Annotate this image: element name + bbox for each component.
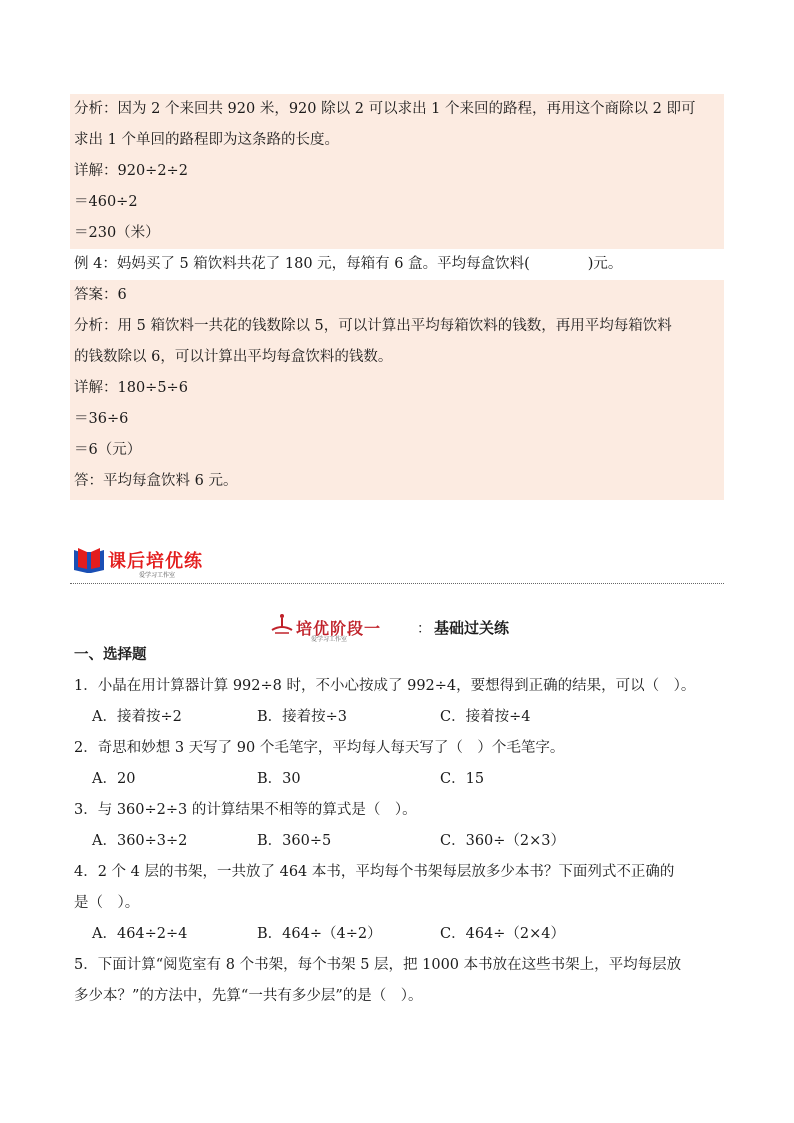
question-line: 5．下面计算“阅览室有 8 个书架，每个书架 5 层，把 1000 本书放在这些书架上，平均每层放 bbox=[74, 957, 682, 973]
book-logo-icon bbox=[72, 546, 106, 576]
example4-step1: ＝36÷6 bbox=[74, 411, 129, 427]
option-b[interactable]: B．464÷（4÷2） bbox=[257, 926, 382, 942]
example4-analysis-line2: 的钱数除以 6，可以计算出平均每盒饮料的钱数。 bbox=[74, 349, 393, 365]
option-b[interactable]: B．接着按÷3 bbox=[257, 709, 348, 725]
section-logo-subtitle: 爱学习工作室 bbox=[139, 572, 176, 579]
question-line: 4．2 个 4 层的书架，一共放了 464 本书，平均每个书架每层放多少本书？下面列式不正确的 bbox=[74, 864, 675, 880]
option-c[interactable]: C．464÷（2×4） bbox=[440, 926, 566, 942]
question-line: 是（ ）。 bbox=[74, 895, 140, 911]
stage-footer: 爱学习工作室 bbox=[311, 636, 348, 643]
option-a[interactable]: A．20 bbox=[92, 771, 136, 787]
example3-step2: ＝230（米） bbox=[74, 225, 160, 241]
option-a[interactable]: A．接着按÷2 bbox=[92, 709, 182, 725]
example3-analysis-line1: 分析：因为 2 个来回共 920 米，920 除以 2 可以求出 1 个来回的路程，再用这个商除以 2 即可 bbox=[74, 101, 696, 117]
example4-answer: 答案：6 bbox=[74, 287, 127, 303]
stage-colon: ： bbox=[417, 621, 431, 637]
example4-step2: ＝6（元） bbox=[74, 442, 142, 458]
question-line: 2．奇思和妙想 3 天写了 90 个毛笔字，平均每人每天写了（ ）个毛笔字。 bbox=[74, 740, 565, 756]
shade-row bbox=[70, 218, 724, 249]
question-line: 3．与 360÷2÷3 的计算结果不相等的算式是（ ）。 bbox=[74, 802, 417, 818]
question-line: 多少本？”的方法中，先算“一共有多少层”的是（ ）。 bbox=[74, 988, 423, 1004]
option-b[interactable]: B．30 bbox=[257, 771, 301, 787]
stage-emblem-icon bbox=[270, 612, 294, 636]
example3-detail: 详解：920÷2÷2 bbox=[74, 163, 188, 179]
example4-analysis-line1: 分析：用 5 箱饮料一共花的钱数除以 5，可以计算出平均每箱饮料的钱数，再用平均每箱饮料 bbox=[74, 318, 672, 334]
option-a[interactable]: A．464÷2÷4 bbox=[92, 926, 188, 942]
section-heading: 一、选择题 bbox=[74, 647, 147, 663]
example4-detail: 详解：180÷5÷6 bbox=[74, 380, 188, 396]
option-c[interactable]: C．15 bbox=[440, 771, 485, 787]
stage-subtitle: 基础过关练 bbox=[434, 619, 510, 637]
section-logo-title: 课后培优练 bbox=[108, 551, 203, 572]
option-c[interactable]: C．接着按÷4 bbox=[440, 709, 531, 725]
example3-analysis-line2: 求出 1 个单回的路程即为这条路的长度。 bbox=[74, 132, 339, 148]
dotted-divider bbox=[70, 583, 724, 584]
option-a[interactable]: A．360÷3÷2 bbox=[92, 833, 188, 849]
option-c[interactable]: C．360÷（2×3） bbox=[440, 833, 566, 849]
example4-final: 答：平均每盒饮料 6 元。 bbox=[74, 473, 238, 489]
example4-question: 例 4：妈妈买了 5 箱饮料共花了 180 元，每箱有 6 盒。平均每盒饮料( )元。 bbox=[74, 256, 623, 272]
option-b[interactable]: B．360÷5 bbox=[257, 833, 332, 849]
question-line: 1．小晶在用计算器计算 992÷8 时，不小心按成了 992÷4，要想得到正确的结果，可以（ ）。 bbox=[74, 678, 696, 694]
example3-step1: ＝460÷2 bbox=[74, 194, 138, 210]
stage-title: 培优阶段一 bbox=[296, 619, 382, 638]
shade-row bbox=[70, 187, 724, 218]
